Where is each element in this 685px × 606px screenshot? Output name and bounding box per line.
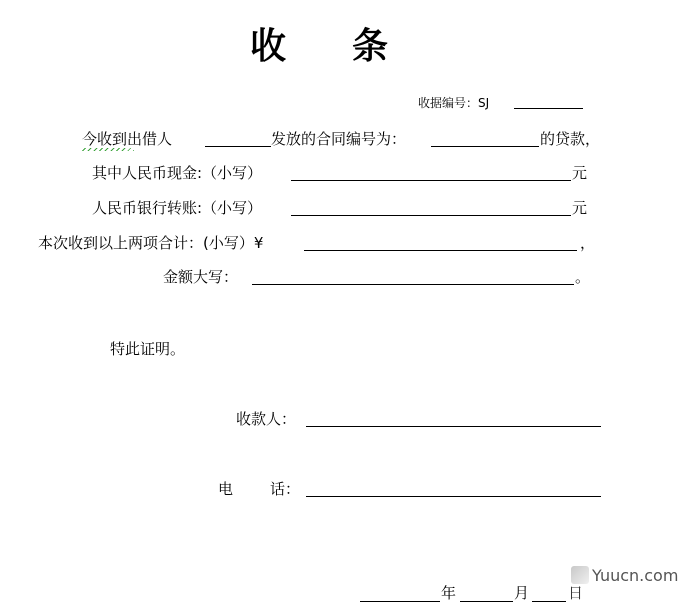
contract-number-label: 发放的合同编号为： — [271, 130, 407, 148]
month-field[interactable] — [460, 601, 513, 602]
receipt-number-field[interactable] — [514, 108, 583, 109]
title-char-1: 收 — [250, 26, 287, 67]
watermark-logo-icon — [571, 566, 589, 584]
month-label: 月 — [514, 584, 530, 602]
words-suffix: 。 — [575, 268, 591, 286]
transfer-amount-label: 人民币银行转账:（小写） — [92, 199, 263, 217]
cash-unit: 元 — [572, 164, 588, 182]
watermark-text: Yuucn.com — [592, 566, 679, 585]
lender-field[interactable] — [205, 146, 271, 147]
phone-label-char-1: 电 — [218, 480, 234, 498]
total-suffix: ， — [580, 234, 596, 252]
transfer-amount-field[interactable] — [291, 215, 571, 216]
year-label: 年 — [441, 584, 457, 602]
phone-field[interactable] — [306, 496, 601, 497]
title-char-2: 条 — [352, 26, 389, 67]
transfer-unit: 元 — [572, 199, 588, 217]
contract-number-field[interactable] — [431, 146, 539, 147]
day-field[interactable] — [532, 601, 566, 602]
spellcheck-underline — [82, 148, 134, 151]
cash-amount-label: 其中人民币现金:（小写） — [92, 164, 263, 182]
year-field[interactable] — [360, 601, 440, 602]
received-from-label: 今收到出借人 — [82, 130, 173, 148]
total-amount-field[interactable] — [304, 250, 577, 251]
total-amount-label: 本次收到以上两项合计：(小写）¥ — [38, 234, 264, 252]
amount-in-words-label: 金额大写： — [163, 268, 239, 286]
cash-amount-field[interactable] — [291, 180, 571, 181]
payee-label: 收款人： — [236, 410, 297, 428]
phone-label-char-2: 话： — [270, 480, 301, 498]
certify-text: 特此证明。 — [110, 340, 186, 358]
receipt-number-label: 收据编号：SJ — [418, 96, 490, 110]
loan-suffix: 的贷款， — [540, 130, 601, 148]
payee-field[interactable] — [306, 426, 601, 427]
amount-in-words-field[interactable] — [252, 284, 574, 285]
day-label: 日 — [568, 584, 584, 602]
